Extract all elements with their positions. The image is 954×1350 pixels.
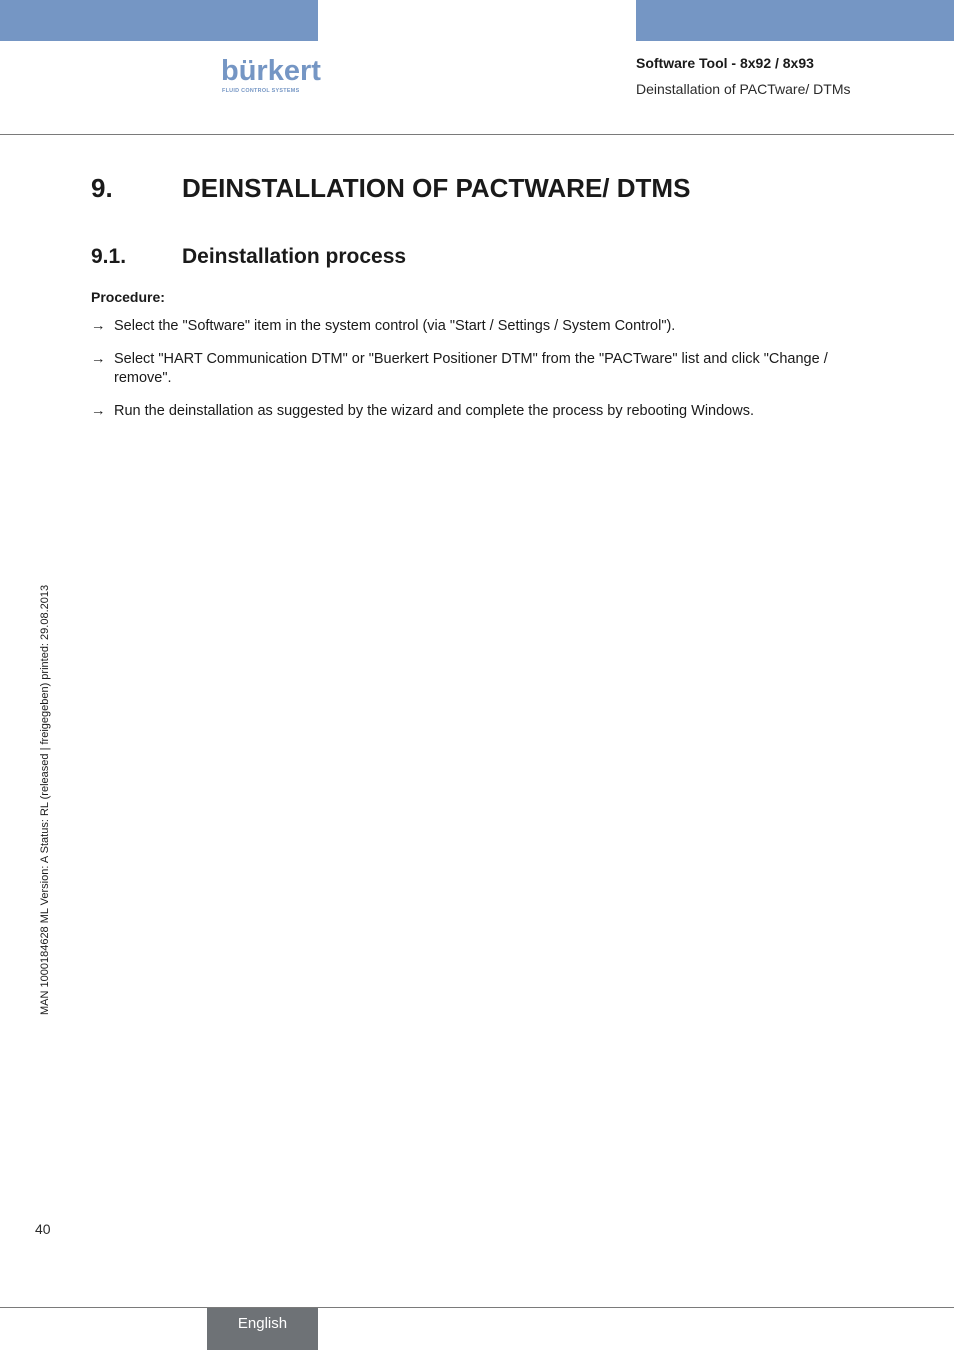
- page-number: 40: [35, 1221, 51, 1237]
- procedure-step-text: Select the "Software" item in the system control (via "Start / Settings / System Control").: [114, 318, 676, 334]
- header-accent-bar-right: [636, 0, 954, 41]
- arrow-right-icon: →: [91, 351, 106, 367]
- header-section-title: Deinstallation of PACTware/ DTMs: [636, 81, 851, 97]
- procedure-label: Procedure:: [91, 289, 165, 305]
- procedure-step-text: Select "HART Communication DTM" or "Buerkert Positioner DTM" from the "PACTware" list and click "Change / remove".: [114, 351, 828, 386]
- arrow-right-icon: →: [91, 403, 106, 419]
- procedure-step-text: Run the deinstallation as suggested by the wizard and complete the process by rebooting Windows.: [114, 403, 754, 419]
- header-divider: [0, 134, 954, 135]
- document-title: Software Tool - 8x92 / 8x93: [636, 55, 814, 71]
- chapter-title: DEINSTALLATION OF PACTWARE/ DTMS: [182, 173, 691, 203]
- procedure-step: [91, 402, 881, 421]
- logo-tagline: FLUID CONTROL SYSTEMS: [222, 88, 300, 94]
- section-title: Deinstallation process: [182, 245, 407, 268]
- chapter-number: 9.: [91, 173, 113, 203]
- document-meta-vertical: MAN 1000184628 ML Version: A Status: RL (released | freigegeben) printed: 29.08.2013: [39, 584, 51, 1015]
- procedure-step: [91, 317, 881, 336]
- burkert-logo: [221, 56, 319, 96]
- language-tab: English: [207, 1308, 318, 1350]
- logo-wordmark: bürkert: [221, 55, 321, 87]
- arrow-right-icon: →: [91, 318, 106, 334]
- footer-divider: [0, 1307, 954, 1308]
- header-accent-bar-left: [0, 0, 318, 41]
- section-number: 9.1.: [91, 245, 127, 268]
- procedure-step: [91, 350, 881, 388]
